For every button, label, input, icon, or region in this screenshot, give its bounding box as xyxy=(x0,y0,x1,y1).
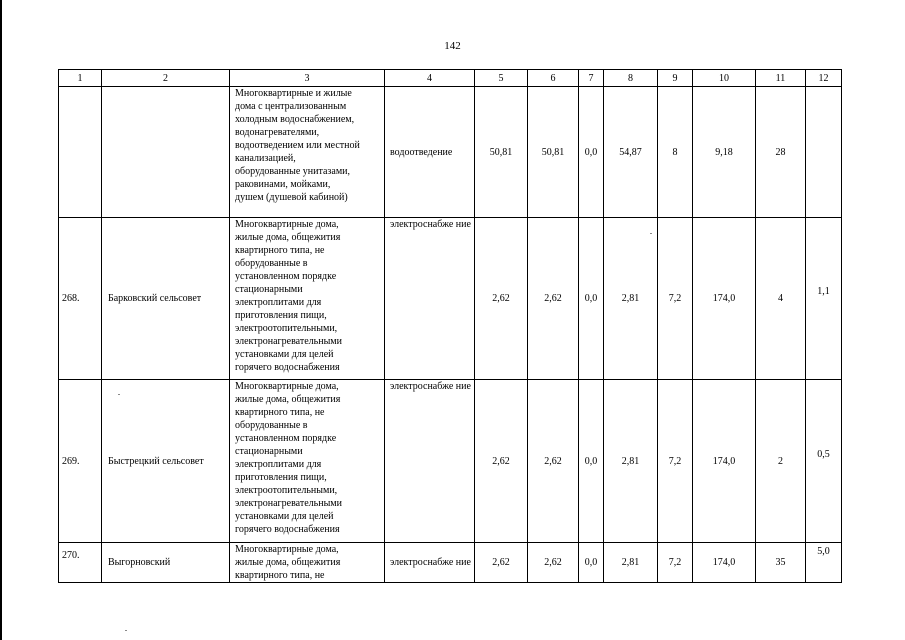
description-line: электронагревательными xyxy=(235,498,342,509)
cell-col8: 2,81 xyxy=(604,218,658,380)
scan-speck xyxy=(125,630,127,631)
table-row xyxy=(59,218,842,380)
cell-col9: 7,2 xyxy=(658,380,693,543)
cell-col12: 0,5 xyxy=(806,380,842,543)
cell-col12: 1,1 xyxy=(806,218,842,380)
cell-col6: 2,62 xyxy=(528,218,579,380)
cell-col11: 28 xyxy=(756,87,806,218)
description-line: оборудованные в xyxy=(235,258,308,269)
cell-col10: 174,0 xyxy=(693,218,756,380)
cell-col6: 2,62 xyxy=(528,543,579,583)
cell-col5: 2,62 xyxy=(475,380,528,543)
description-line: электроплитами для xyxy=(235,459,322,470)
cell-col5: 50,81 xyxy=(475,87,528,218)
scan-speck xyxy=(118,394,120,395)
description-line: приготовления пищи, xyxy=(235,472,327,483)
description-line: водонагревателями, xyxy=(235,127,320,138)
table-row xyxy=(59,87,842,218)
settlement-name: Выгорновский xyxy=(102,543,230,583)
column-header: 11 xyxy=(756,70,806,87)
description-line: Многоквартирные и жилые xyxy=(235,88,352,99)
column-header: 7 xyxy=(579,70,604,87)
cell-col9: 8 xyxy=(658,87,693,218)
description-line: раковинами, мойками, xyxy=(235,179,331,190)
housing-description xyxy=(230,380,385,543)
cell-col7: 0,0 xyxy=(579,380,604,543)
description-line: стационарными xyxy=(235,284,303,295)
tariff-table xyxy=(58,69,842,583)
description-line: электронагревательными xyxy=(235,336,342,347)
cell-col10: 9,18 xyxy=(693,87,756,218)
housing-description xyxy=(230,218,385,380)
description-line: электроотопительными, xyxy=(235,323,338,334)
scan-speck xyxy=(650,233,652,234)
row-number: 268. xyxy=(59,218,102,380)
description-line: оборудованные в xyxy=(235,420,308,431)
description-line: Многоквартирные дома, xyxy=(235,544,339,555)
cell-col10: 174,0 xyxy=(693,380,756,543)
description-line: жилые дома, общежития xyxy=(235,232,341,243)
description-line: стационарными xyxy=(235,446,303,457)
cell-col8: 2,81 xyxy=(604,543,658,583)
description-line: горячего водоснабжения xyxy=(235,362,340,373)
cell-col12: 5,0 xyxy=(806,543,842,583)
column-header: 5 xyxy=(475,70,528,87)
cell-col8: 2,81 xyxy=(604,380,658,543)
description-line: Многоквартирные дома, xyxy=(235,381,339,392)
table-row xyxy=(59,380,842,543)
housing-description xyxy=(230,543,385,583)
description-line: установленном порядке xyxy=(235,433,337,444)
settlement-name: Быстрецкий сельсовет xyxy=(102,380,230,543)
resource-type: электроснабже ние xyxy=(385,218,475,380)
cell-col7: 0,0 xyxy=(579,218,604,380)
description-line: Многоквартирные дома, xyxy=(235,219,339,230)
scan-left-edge xyxy=(0,0,2,640)
cell-col9: 7,2 xyxy=(658,543,693,583)
cell-col11: 2 xyxy=(756,380,806,543)
cell-col10: 174,0 xyxy=(693,543,756,583)
cell-col12 xyxy=(806,87,842,218)
description-line: душем (душевой кабиной) xyxy=(235,192,348,203)
description-line: электроплитами для xyxy=(235,297,322,308)
page-number: 142 xyxy=(444,40,461,52)
cell-col11: 4 xyxy=(756,218,806,380)
cell-col11: 35 xyxy=(756,543,806,583)
cell-col5: 2,62 xyxy=(475,218,528,380)
description-line: квартирного типа, не xyxy=(235,570,325,581)
row-number: 269. xyxy=(59,380,102,543)
description-line: установками для целей xyxy=(235,511,334,522)
description-line: горячего водоснабжения xyxy=(235,524,340,535)
column-header: 12 xyxy=(806,70,842,87)
cell-col9: 7,2 xyxy=(658,218,693,380)
resource-type: электроснабже ние xyxy=(385,543,475,583)
cell-col8: 54,87 xyxy=(604,87,658,218)
description-line: установленном порядке xyxy=(235,271,337,282)
table-row xyxy=(59,543,842,583)
column-header: 1 xyxy=(59,70,102,87)
column-header: 8 xyxy=(604,70,658,87)
description-line: канализацией, xyxy=(235,153,296,164)
description-line: жилые дома, общежития xyxy=(235,394,341,405)
row-number xyxy=(59,87,102,218)
description-line: водоотведением или местной xyxy=(235,140,360,151)
header-row xyxy=(59,70,842,87)
description-line: электроотопительными, xyxy=(235,485,338,496)
description-line: холодным водоснабжением, xyxy=(235,114,355,125)
description-line: дома с централизованным xyxy=(235,101,347,112)
column-header: 3 xyxy=(230,70,385,87)
column-header: 10 xyxy=(693,70,756,87)
resource-type: водоотведение xyxy=(385,87,475,218)
settlement-name: Барковский сельсовет xyxy=(102,218,230,380)
description-line: установками для целей xyxy=(235,349,334,360)
column-header: 2 xyxy=(102,70,230,87)
cell-col5: 2,62 xyxy=(475,543,528,583)
description-line: приготовления пищи, xyxy=(235,310,327,321)
description-line: жилые дома, общежития xyxy=(235,557,341,568)
cell-col6: 2,62 xyxy=(528,380,579,543)
column-header: 9 xyxy=(658,70,693,87)
description-line: квартирного типа, не xyxy=(235,245,325,256)
cell-col7: 0,0 xyxy=(579,543,604,583)
settlement-name xyxy=(102,87,230,218)
column-header: 6 xyxy=(528,70,579,87)
description-line: квартирного типа, не xyxy=(235,407,325,418)
cell-col7: 0,0 xyxy=(579,87,604,218)
housing-description xyxy=(230,87,385,218)
row-number: 270. xyxy=(59,543,102,583)
resource-type: электроснабже ние xyxy=(385,380,475,543)
column-header: 4 xyxy=(385,70,475,87)
description-line: оборудованные унитазами, xyxy=(235,166,351,177)
cell-col6: 50,81 xyxy=(528,87,579,218)
